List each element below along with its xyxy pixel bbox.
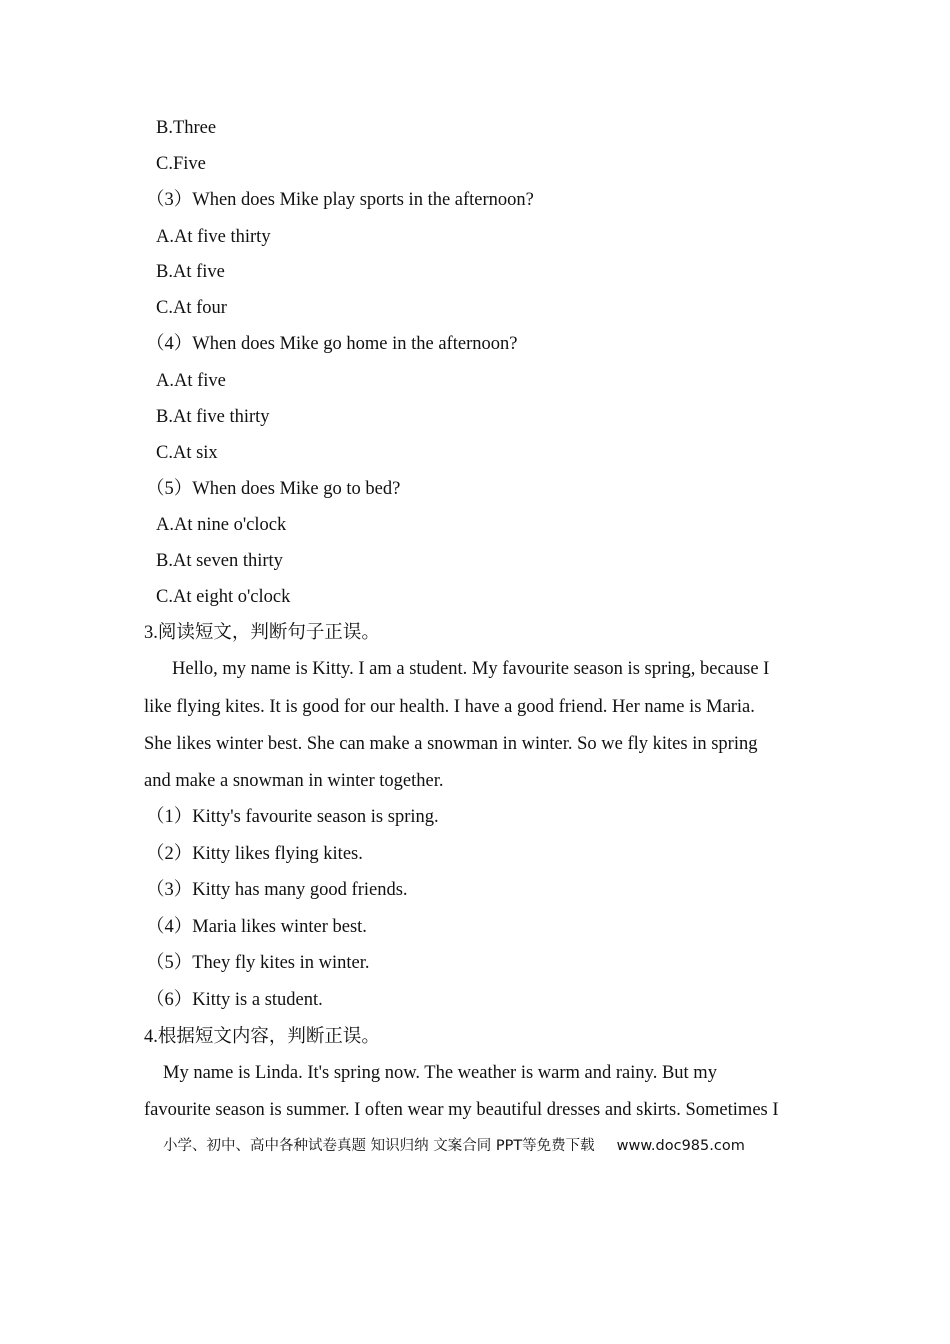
option-q3-a: A.At five thirty [156, 227, 271, 247]
option-q3-c: C.At four [156, 298, 227, 318]
option-q5-a: A.At nine o'clock [156, 515, 287, 535]
statement-2: （2）Kitty likes flying kites. [146, 844, 363, 864]
statement-1: （1）Kitty's favourite season is spring. [146, 807, 439, 827]
section-3-passage-line: like flying kites. It is good for our health. I have a good friend. Her name is Maria. [144, 697, 755, 717]
section-3-passage-line: Hello, my name is Kitty. I am a student. My favourite season is spring, because I [172, 659, 770, 679]
section-3-passage-line: and make a snowman in winter together. [144, 771, 444, 791]
option-q4-c: C.At six [156, 443, 218, 463]
option-q2-b: B.Three [156, 118, 217, 138]
footer-url: www.doc985.com [616, 1138, 745, 1154]
statement-6: （6）Kitty is a student. [146, 990, 323, 1010]
option-q5-c: C.At eight o'clock [156, 587, 291, 607]
question-3: （3）When does Mike play sports in the afternoon? [146, 190, 534, 210]
option-q5-b: B.At seven thirty [156, 551, 283, 571]
section-4-heading: 4.根据短文内容，判断正误。 [144, 1027, 380, 1047]
statement-4: （4）Maria likes winter best. [146, 917, 367, 937]
option-q2-c: C.Five [156, 154, 206, 174]
footer-text: 小学、初中、高中各种试卷真题 知识归纳 文案合同 PPT等免费下载 [163, 1138, 595, 1154]
option-q3-b: B.At five [156, 262, 225, 282]
page-footer [163, 1136, 745, 1156]
question-4: （4）When does Mike go home in the afternoon? [146, 334, 518, 354]
question-5: （5）When does Mike go to bed? [146, 479, 401, 499]
section-4-passage-line: favourite season is summer. I often wear my beautiful dresses and skirts. Sometimes I [144, 1100, 779, 1120]
section-4-passage-line: My name is Linda. It's spring now. The weather is warm and rainy. But my [163, 1063, 717, 1083]
statement-3: （3）Kitty has many good friends. [146, 880, 408, 900]
statement-5: （5）They fly kites in winter. [146, 953, 370, 973]
option-q4-b: B.At five thirty [156, 407, 270, 427]
section-3-heading: 3.阅读短文，判断句子正误。 [144, 623, 380, 643]
option-q4-a: A.At five [156, 371, 226, 391]
section-3-passage-line: She likes winter best. She can make a snowman in winter. So we fly kites in spring [144, 734, 758, 754]
